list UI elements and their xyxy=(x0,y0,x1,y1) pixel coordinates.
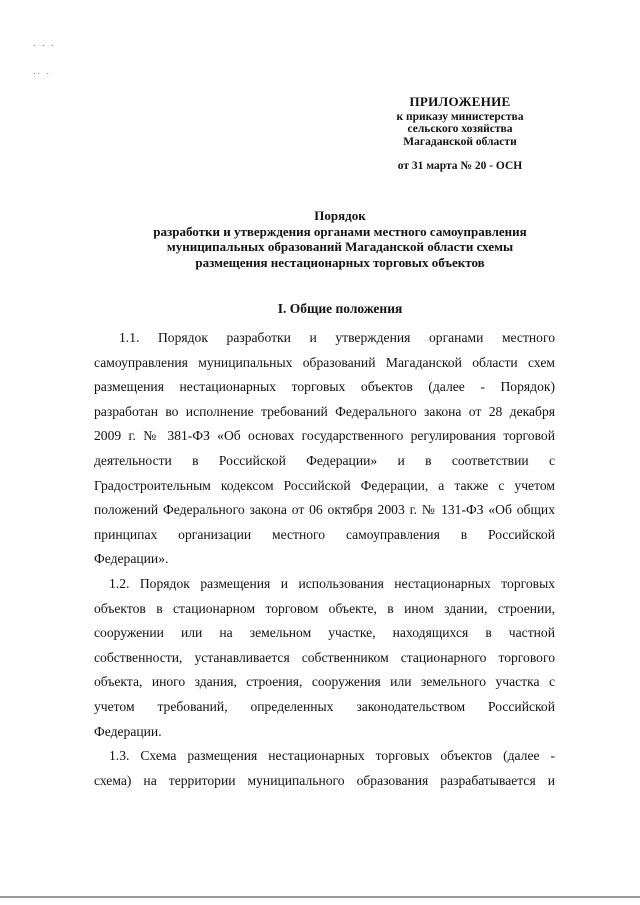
title-line: муниципальных образований Магаданской области схемы xyxy=(166,239,514,254)
text-line: 1.2. Порядок размещения и использования нестационарных торговых xyxy=(109,575,555,591)
text-line: 1.1. Порядок разработки и утверждения органами местного xyxy=(119,330,555,345)
text-line: принципах организации местного самоуправления в Российской xyxy=(94,526,555,542)
text-line: объектов в стационарном торговом объекте, в ином здании, строении, xyxy=(94,600,555,616)
annex-date: от 31 марта № 20 - ОСН xyxy=(397,160,523,172)
annex-title: ПРИЛОЖЕНИЕ xyxy=(409,94,511,109)
text-line: разработан во исполнение требований Федерального закона от 28 декабря xyxy=(94,403,555,419)
paragraph xyxy=(94,744,555,793)
text-line: схема) на территории муниципального образования разрабатывается и xyxy=(94,772,555,788)
text-line: 1.3. Схема размещения нестационарных торговых объектов (далее - xyxy=(109,748,555,764)
text-line: сооружении или на земельном участке, находящихся в частной xyxy=(94,625,555,641)
text-line: собственности, устанавливается собственником стационарного торгового xyxy=(94,649,555,665)
section-heading: I. Общие положения xyxy=(277,301,403,316)
text-line: Федерации. xyxy=(94,723,162,739)
annex-line: Магаданской области xyxy=(403,135,517,148)
paragraph xyxy=(94,572,555,744)
text-line: положений Федерального закона от 06 октября 2003 г. № 131-ФЗ «Об общих xyxy=(94,502,555,518)
text-line: учетом требований, определенных законодательством Российской xyxy=(94,698,555,714)
text-line: размещения нестационарных торговых объектов (далее - Порядок) xyxy=(94,379,555,395)
title-line: разработки и утверждения органами местного самоуправления xyxy=(153,223,527,239)
title-line: размещения нестационарных торговых объектов xyxy=(195,254,485,270)
text-line: Федерации». xyxy=(94,551,169,567)
document-title xyxy=(100,208,580,270)
scan-edge-line xyxy=(0,896,640,898)
text-line: самоуправления муниципальных образований Магаданской области схем xyxy=(94,354,555,370)
text-line: 2009 г. № 381-ФЗ «Об основах государственного регулирования торговой xyxy=(94,428,555,444)
text-line: объекта, иного здания, строения, сооружения или земельного участка с xyxy=(94,674,555,690)
annex-block xyxy=(340,96,580,173)
body-text xyxy=(94,326,555,793)
title-line: Порядок xyxy=(314,208,366,223)
text-line: деятельности в Российской Федерации» и в соответствии с xyxy=(94,452,555,468)
scan-mark: . . . xyxy=(33,38,56,48)
paragraph xyxy=(94,326,555,572)
text-line: Градостроительным кодексом Российской Федерации, а также с учетом xyxy=(94,477,555,493)
annex-line: сельского хозяйства xyxy=(407,123,513,135)
scan-mark: .. . xyxy=(33,66,52,76)
annex-line: к приказу министерства xyxy=(396,110,524,123)
